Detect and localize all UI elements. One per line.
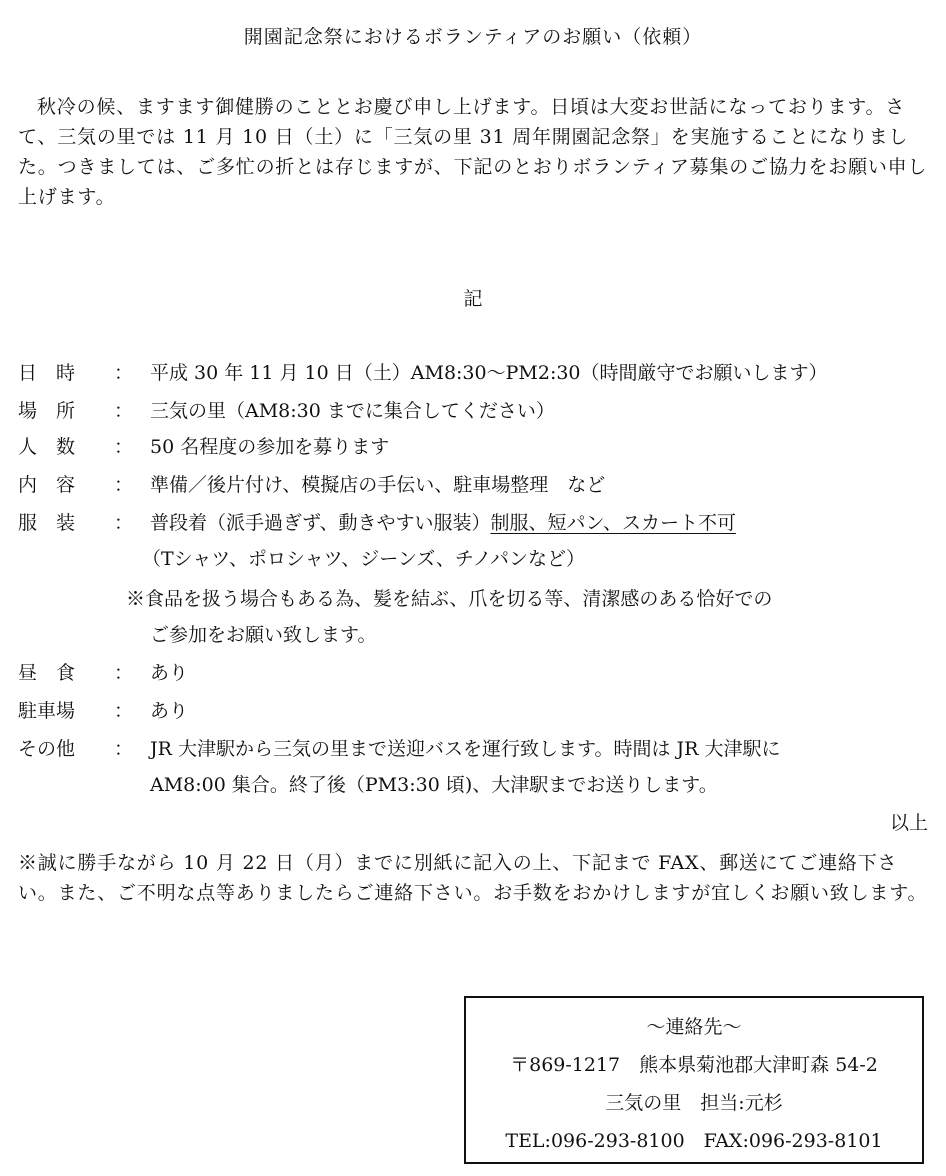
closing-ijou: 以上 [889,812,928,834]
ki-heading: 記 [463,288,483,310]
detail-value-lunch: あり [150,662,189,684]
detail-value-other-line1: JR 大津駅から三気の里まで送迎バスを運行致します。時間は JR 大津駅に [150,738,781,760]
detail-colon: ： [114,474,134,496]
detail-colon: ： [114,700,134,722]
detail-label-place: 場 所 [18,400,76,422]
deadline-note: ※誠に勝手ながら 10 月 22 日（月）までに別紙に記入の上、下記まで FAX、郵送にてご連絡下さい。また、ご不明な点等ありましたらご連絡下さい。お手数をおかけしますが宜しくお願い致します。 [18,852,928,904]
detail-label-other: その他 [18,738,76,760]
document-title: 開園記念祭におけるボランティアのお願い（依頼） [243,26,703,48]
detail-colon: ： [114,436,134,458]
detail-label-clothing: 服 装 [18,512,76,534]
clothing-text: 普段着（派手過ぎず、動きやすい服装） [150,512,491,534]
detail-label-content: 内 容 [18,474,76,496]
detail-value-content: 準備／後片付け、模擬店の手伝い、駐車場整理 など [150,474,606,496]
detail-colon: ： [114,512,134,534]
contact-box [464,996,924,1164]
detail-label-parking: 駐車場 [18,700,76,722]
detail-colon: ： [114,362,134,384]
greeting-paragraph: 秋冷の候、ますます御健勝のこととお慶び申し上げます。日頃は大変お世話になっております。さて、三気の里では 11 月 10 日（土）に「三気の里 31 周年開園記念祭」を実施することになりました。つきましては、ご多忙の折とは存じますが、下記のとおりボランティア募集のご協力をお願い申し上げます。 [18,96,928,208]
contact-person: 三気の里 担当:元杉 [605,1092,783,1114]
contact-phones: TEL:096-293-8100 FAX:096-293-8101 [505,1130,883,1152]
clothing-example: （Tシャツ、ポロシャツ、ジーンズ、チノパンなど） [142,548,586,570]
detail-value-clothing [150,508,736,538]
contact-heading: ～連絡先～ [646,1016,742,1038]
clothing-note-line2: ご参加をお願い致します。 [150,624,377,646]
detail-label-people: 人 数 [18,436,76,458]
detail-label-datetime: 日 時 [18,362,76,384]
contact-address: 〒869-1217 熊本県菊池郡大津町森 54-2 [510,1054,878,1076]
detail-value-parking: あり [150,700,189,722]
detail-label-lunch: 昼 食 [18,662,76,684]
detail-value-place: 三気の里（AM8:30 までに集合してください） [150,400,555,422]
detail-value-datetime: 平成 30 年 11 月 10 日（土）AM8:30～PM2:30（時間厳守でお願いします） [150,362,828,384]
clothing-note-line1: ※食品を扱う場合もある為、髪を結ぶ、爪を切る等、清潔感のある恰好での [126,588,773,610]
detail-colon: ： [114,662,134,684]
detail-value-people: 50 名程度の参加を募ります [150,436,390,458]
detail-value-other-line2: AM8:00 集合。終了後（PM3:30 頃)、大津駅までお送りします。 [150,774,718,796]
detail-colon: ： [114,738,134,760]
detail-colon: ： [114,400,134,422]
clothing-prohibited-underlined: 制服、短パン、スカート不可 [490,512,736,534]
